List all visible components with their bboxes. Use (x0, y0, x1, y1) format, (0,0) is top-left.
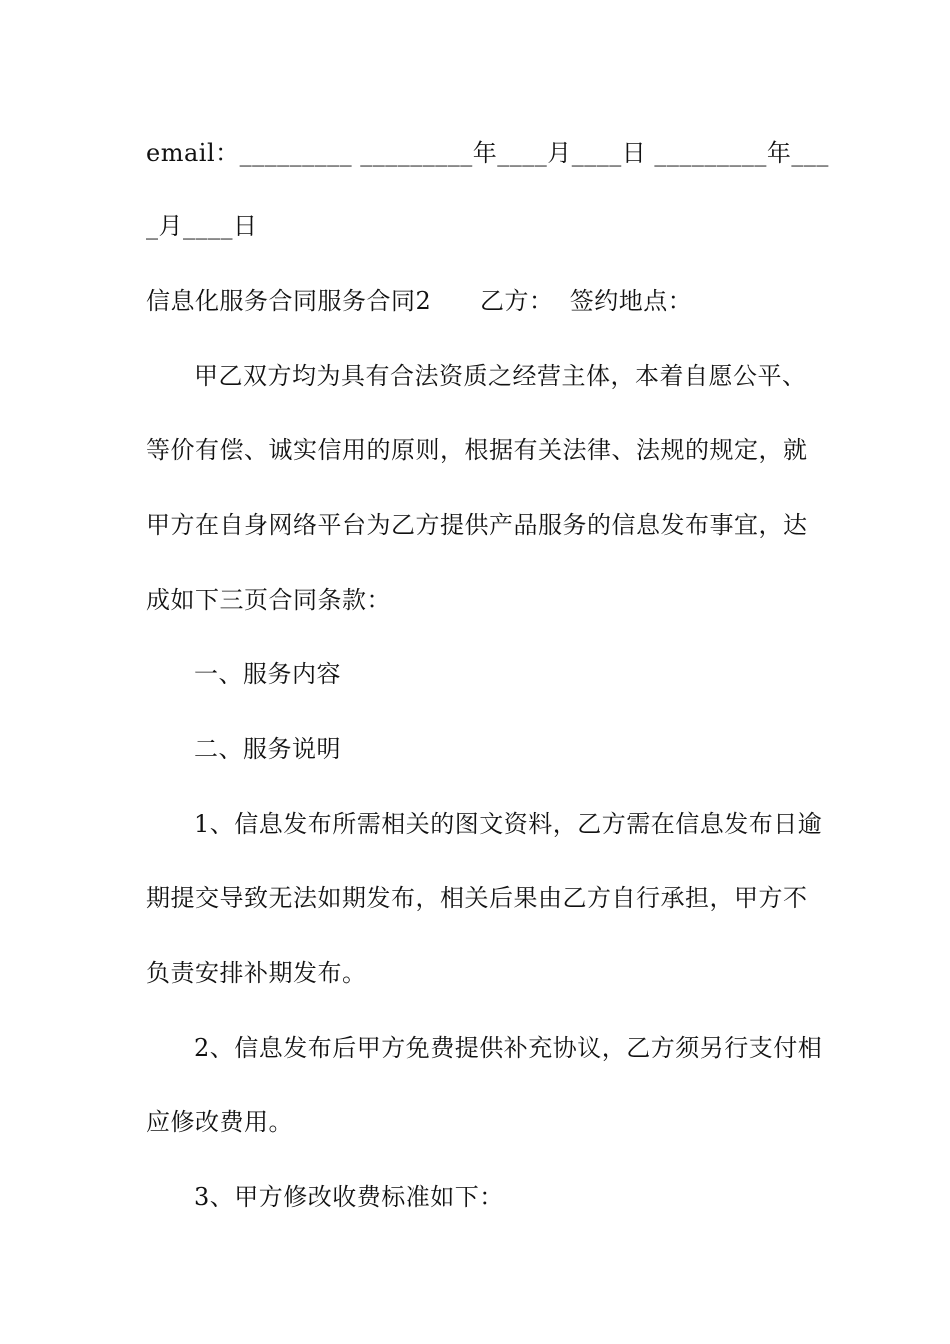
paragraph-line: 甲乙双方均为具有合法资质之经营主体，本着自愿公平、 (194, 362, 807, 390)
clause-2-line: 2、信息发布后甲方免费提供补充协议，乙方须另行支付相 (194, 1034, 823, 1062)
contract-title-line: 信息化服务合同服务合同2 乙方： 签约地点： (146, 287, 693, 315)
clause-1-line: 期提交导致无法如期发布，相关后果由乙方自行承担，甲方不 (146, 884, 808, 912)
paragraph-line: 甲方在自身网络平台为乙方提供产品服务的信息发布事宜，达 (146, 511, 808, 539)
date-continuation-line: _月____日 (146, 212, 258, 240)
paragraph-line: 成如下三页合同条款： (146, 586, 391, 614)
clause-2-line: 应修改费用。 (146, 1108, 293, 1136)
clause-1-line: 负责安排补期发布。 (146, 959, 367, 987)
paragraph-line: 等价有偿、诚实信用的原则，根据有关法律、法规的规定，就 (146, 436, 808, 464)
contact-date-line: email：_________ _________年____月____日 _________年___ (146, 139, 829, 167)
clause-1-line: 1、信息发布所需相关的图文资料，乙方需在信息发布日逾 (194, 810, 823, 838)
section-heading-service-description: 二、服务说明 (194, 735, 341, 763)
clause-3-line: 3、甲方修改收费标准如下： (194, 1183, 504, 1211)
section-heading-service-content: 一、服务内容 (194, 660, 341, 688)
